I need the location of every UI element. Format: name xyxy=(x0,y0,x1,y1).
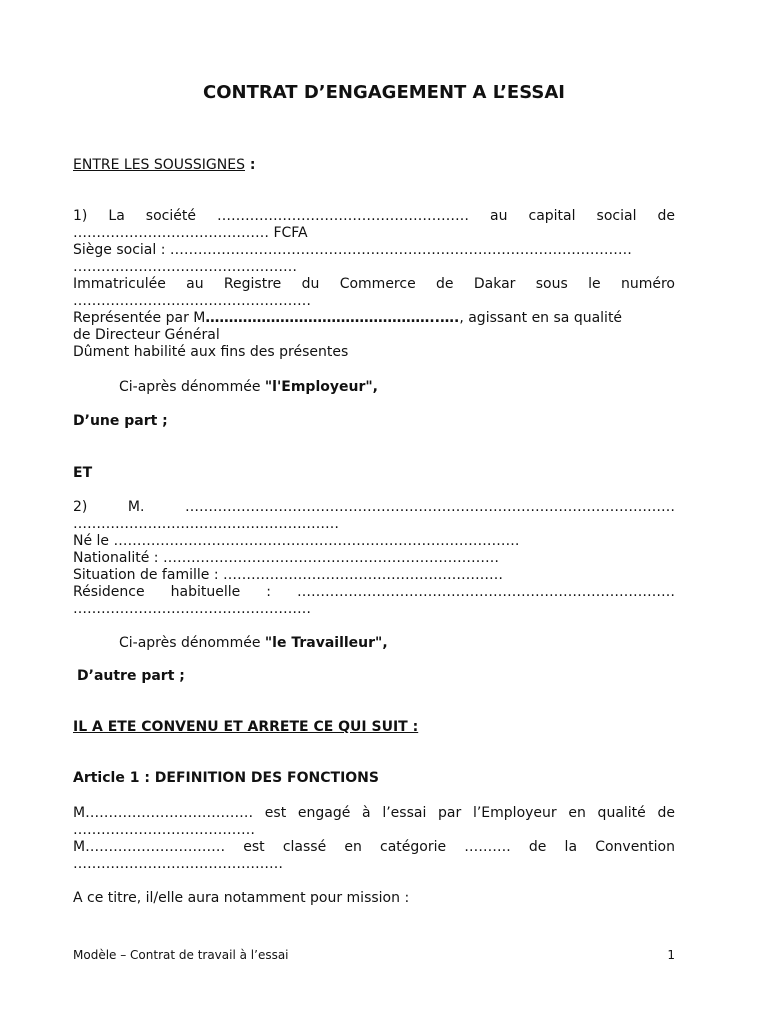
habilitation-line: Dûment habilité aux fins des présentes xyxy=(73,344,349,360)
representative-line-2: de Directeur Général xyxy=(73,327,220,343)
representative-prefix: Représentée par M xyxy=(73,310,206,326)
employer-denomination xyxy=(73,379,721,396)
agreement-heading: IL A ETE CONVENU ET ARRETE CE QUI SUIT : xyxy=(73,719,419,735)
siege-line-1: Siège social : ……………………………………………………………………………………… xyxy=(73,242,632,258)
article-1-p1-line-1: M……………………………… est engagé à l’essai par l’Employeur en qualité de xyxy=(73,805,675,821)
residence-line-2: …………………………………………… xyxy=(73,601,311,617)
parties-heading: ENTRE LES SOUSSIGNES xyxy=(73,157,245,173)
siege-line-2: ………………………………………… xyxy=(73,259,297,275)
page-footer xyxy=(73,948,675,963)
worker-line-1: 2) M. …………………………………………………………………………………………… xyxy=(73,499,675,515)
employer-denomination-name: "l'Employeur", xyxy=(264,379,378,395)
worker-part: D’autre part ; xyxy=(77,668,185,684)
nationality-line: Nationalité : ……………………………………………………………… xyxy=(73,550,499,566)
worker-denomination-name: "le Travailleur", xyxy=(264,635,388,651)
document-title: CONTRAT D’ENGAGEMENT A L’ESSAI xyxy=(203,82,565,103)
representative-suffix: , agissant en sa qualité xyxy=(459,310,623,326)
worker-denomination xyxy=(73,635,721,652)
worker-denomination-prefix: Ci-après dénommée xyxy=(119,635,265,651)
article-1-p1-line-2: ………………………………… xyxy=(73,822,255,838)
employer-line-1: 1) La société ……………………………………………… au capital social de xyxy=(73,208,675,224)
employer-line-2: …………………………………… FCFA xyxy=(73,225,308,241)
article-1-p3: A ce titre, il/elle aura notamment pour mission : xyxy=(73,890,410,906)
worker-line-2: ………………………………………………… xyxy=(73,516,339,532)
representative-dots: …………………………………………..…. xyxy=(205,310,460,326)
parties-heading-suffix: : xyxy=(245,157,256,173)
page-number: 1 xyxy=(667,948,675,962)
employer-part: D’une part ; xyxy=(73,413,168,429)
employer-denomination-prefix: Ci-après dénommée xyxy=(119,379,265,395)
parties-heading-line xyxy=(73,157,675,174)
et-separator: ET xyxy=(73,465,93,481)
residence-line-1: Résidence habituelle : ……………………………………………………………………… xyxy=(73,584,675,600)
article-1-p2-line-2: ……………………………………… xyxy=(73,856,283,872)
immatriculation-line-2: …………………………………………… xyxy=(73,293,311,309)
footer-label: Modèle – Contrat de travail à l’essai xyxy=(73,948,289,962)
article-1-heading: Article 1 : DEFINITION DES FONCTIONS xyxy=(73,770,379,786)
article-1-p2-line-1: M………………………… est classé en catégorie ………. de la Convention xyxy=(73,839,675,855)
birth-line: Né le …………………………………………………………………………… xyxy=(73,533,520,549)
representative-line xyxy=(73,310,675,327)
family-situation-line: Situation de famille : …………………………………………………… xyxy=(73,567,503,583)
immatriculation-line-1: Immatriculée au Registre du Commerce de Dakar sous le numéro xyxy=(73,276,675,292)
